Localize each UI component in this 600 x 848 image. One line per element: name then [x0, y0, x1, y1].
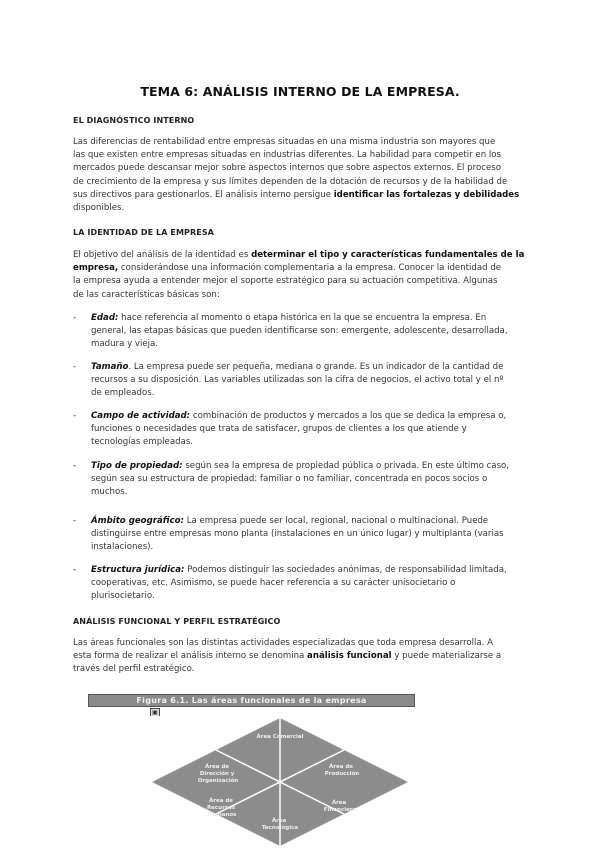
list-item-text: según sea su estructura de propiedad: familiar o no familiar, concentrada en pocos socios o: [91, 474, 488, 485]
paragraph-line: Las diferencias de rentabilidad entre empresas situadas en una misma industria son mayores que: [73, 137, 496, 147]
page-title: TEMA 6: ANÁLISIS INTERNO DE LA EMPRESA.: [140, 84, 460, 99]
paragraph-diagnostico: [73, 136, 531, 215]
functional-areas-diagram: [150, 716, 410, 848]
paragraph-line: [73, 189, 531, 202]
section-heading-funcional: ANÁLISIS FUNCIONAL Y PERFIL ESTRATÉGICO: [73, 617, 281, 626]
paragraph-line: [73, 262, 531, 275]
list-item-text: distinguirse entre empresas mono planta (instalaciones en un único lugar) y multiplanta (varias: [91, 529, 504, 540]
list-item-key: Ámbito geográfico:: [91, 516, 184, 526]
list-item-key: Estructura jurídica:: [91, 565, 185, 575]
emphasis-text: identificar las fortalezas y debilidades: [333, 189, 520, 200]
paragraph-line: Las áreas funcionales son las distintas actividades especializadas que toda empresa desarrolla. A: [73, 638, 494, 648]
list-item-text: de empleados.: [91, 388, 155, 399]
paragraph-identidad: [73, 249, 531, 302]
area-label-comercial: Área Comercial: [256, 734, 304, 740]
paragraph-text: sus directivos para gestionarlos. El análisis interno persigue: [73, 189, 334, 200]
paragraph-text: El objetivo del análisis de la identidad es: [73, 250, 252, 260]
section-heading-identidad: LA IDENTIDAD DE LA EMPRESA: [73, 228, 214, 237]
paragraph-line: [73, 650, 531, 663]
paragraph-line: través del perfil estratégico.: [73, 664, 195, 675]
emphasis-text: empresa,: [73, 263, 119, 274]
list-bullet: -: [73, 565, 77, 575]
area-label-tecnologica: Área Tecnológica: [261, 818, 299, 831]
figure-functional-areas: [150, 716, 410, 848]
list-bullet: -: [73, 461, 77, 471]
area-label-rrhh: Área de Recursos Humanos: [206, 798, 237, 818]
image-placeholder-icon: ▣: [150, 708, 160, 718]
list-bullet: -: [73, 516, 77, 526]
list-bullet: -: [73, 362, 77, 372]
list-item-key: Tamaño: [91, 362, 129, 372]
list-item-text: La empresa puede ser local, regional, nacional o multinacional. Puede: [183, 516, 489, 526]
emphasis-text: análisis funcional: [307, 651, 392, 662]
list-item-text: funciones o necesidades que trata de satisfacer, grupos de clientes a los que atiende y: [91, 424, 467, 435]
paragraph-line: [73, 249, 531, 262]
list-item-key: Edad:: [91, 313, 119, 323]
list-item-key: Tipo de propiedad:: [91, 461, 183, 471]
list-item-text: tecnologías empleadas.: [91, 437, 194, 448]
list-item-text: combinación de productos y mercados a los que se dedica la empresa o,: [190, 411, 507, 421]
emphasis-text: determinar el tipo y características fundamentales de la: [251, 250, 525, 260]
paragraph-line: de las características básicas son:: [73, 289, 220, 300]
paragraph-line: la empresa ayuda a entender mejor el soporte estratégico para su actuación competitiva. Algunas: [73, 276, 498, 287]
list-item-text: madura y vieja.: [91, 339, 159, 350]
paragraph-text: esta forma de realizar el análisis interno se denomina: [73, 651, 308, 662]
list-item-text: instalaciones).: [91, 542, 154, 553]
list-item-text: muchos.: [91, 487, 128, 498]
list-item-text: según sea la empresa de propiedad pública o privada. En este último caso,: [182, 461, 510, 471]
area-label-financiera: Área Financiera: [323, 800, 357, 813]
paragraph-text: considerándose una información complementaria a la empresa. Conocer la identidad de: [118, 263, 502, 274]
paragraph-line: las que existen entre empresas situadas en industrias diferentes. La habilidad para competir en los: [73, 150, 502, 161]
list-item-text: recursos a su disposición. Las variables utilizadas son la cifra de negocios, el activo total y el nº: [91, 375, 504, 386]
area-label-direccion: Área de Dirección y Organización: [197, 764, 239, 784]
paragraph-line: de crecimiento de la empresa y sus límites dependen de la dotación de recursos y de la habilidad de: [73, 176, 508, 187]
paragraph-text: y puede materializarse a: [391, 651, 502, 662]
area-label-produccion: Área de Producción: [324, 764, 360, 777]
list-item-key: Campo de actividad:: [91, 411, 191, 421]
list-item-text: hace referencia al momento o etapa histórica en la que se encuentra la empresa. En: [118, 313, 487, 323]
section-heading-diagnostico: EL DIAGNÓSTICO INTERNO: [73, 116, 195, 125]
list-bullet: -: [73, 411, 77, 421]
list-item-text: plurisocietario.: [91, 591, 155, 602]
paragraph-funcional: [73, 637, 531, 677]
list-item-text: Podemos distinguir las sociedades anónimas, de responsabilidad limitada,: [184, 565, 507, 575]
list-item-text: cooperativas, etc. Asimismo, se puede hacer referencia a su carácter unisocietario o: [91, 578, 456, 589]
figure-caption: Figura 6.1. Las áreas funcionales de la empresa: [88, 694, 415, 707]
list-item-text: . La empresa puede ser pequeña, mediana o grande. Es un indicador de la cantidad de: [128, 362, 504, 372]
list-item-text: general, las etapas básicas que pueden identificarse son: emergente, adolescente, desarrollada,: [91, 326, 508, 337]
list-bullet: -: [73, 313, 77, 323]
paragraph-line: mercados puede descansar mejor sobre aspectos internos que sobre aspectos externos. El proceso: [73, 163, 501, 174]
paragraph-line: disponibles.: [73, 203, 125, 214]
